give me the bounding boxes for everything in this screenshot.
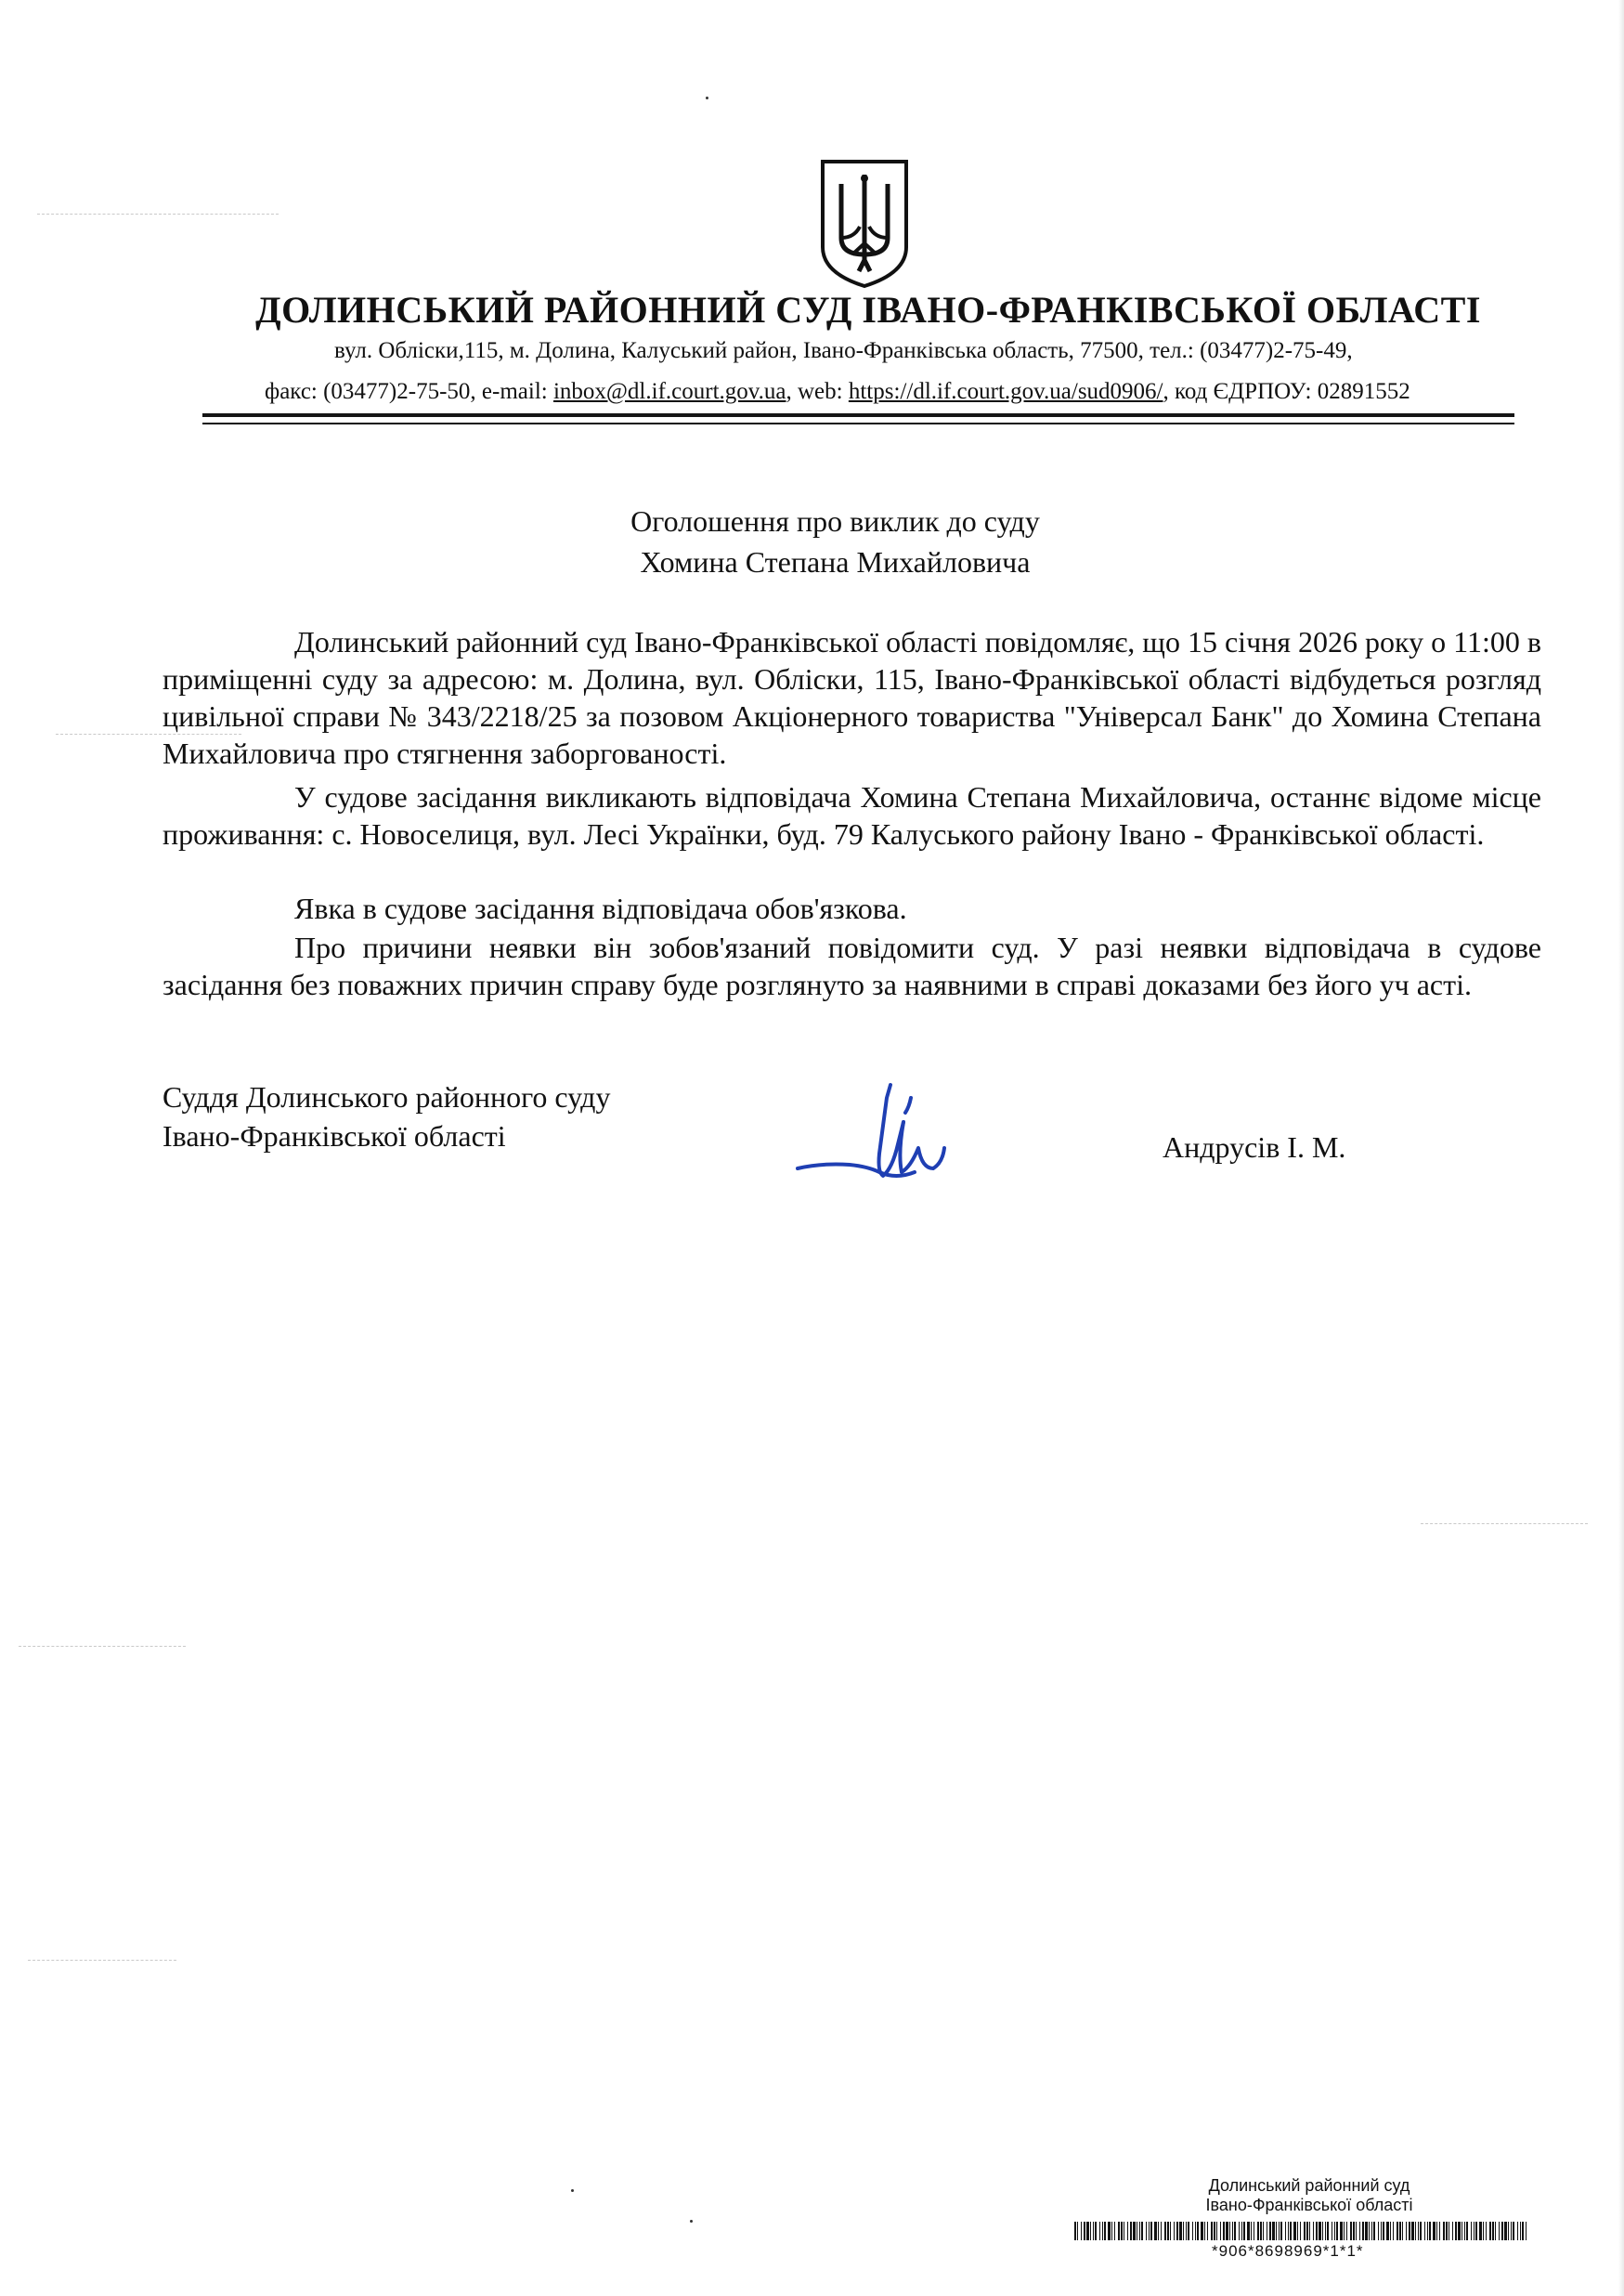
scan-speck [690, 2220, 693, 2223]
footer-court-stamp [1189, 2176, 1430, 2215]
notice-paragraph-absence: Про причини неявки він зобов'язаний повідомити суд. У разі неявки відповідача в судове засідання без поважних причин справу буде розглянуто за наявними в справі доказами без його уч асті. [162, 931, 1541, 1001]
scan-edge-shadow [1618, 0, 1624, 2296]
notice-title: Оголошення про виклик до суду [630, 504, 1040, 538]
footer-court-line-2: Івано-Франківської області [1205, 2196, 1413, 2214]
notice-paragraph-hearing: Долинський районний суд Івано-Франківської області повідомляє, що 15 січня 2026 року о 11:00 в приміщенні суду за адресою: м. Долина, вул. Обліски, 115, Івано-Франківської області відбудеться розгляд цивільної справи № 343/2218/25 за позовом Акціонерного товариства "Універсал Банк" до Хомина Степана Михайловича про стягнення заборгованості. [162, 625, 1541, 770]
court-contacts [265, 379, 1410, 405]
email-link[interactable]: inbox@dl.if.court.gov.ua [552, 379, 786, 404]
barcode-number: *906*8698969*1*1* [1212, 2242, 1364, 2260]
scan-speck [706, 97, 708, 99]
notice-paragraph-attendance: Явка в судове засідання відповідача обов'язкова. [294, 892, 907, 925]
judge-position-line-2: Івано-Франківської області [162, 1119, 506, 1153]
web-label: , web: [786, 379, 849, 404]
notice-paragraph-summons: У судове засідання викликають відповідача Хомина Степана Михайловича, останнє відоме місце проживання: с. Новоселиця, вул. Лесі Українки, буд. 79 Калуського району Івано - Франківської області. [162, 780, 1541, 851]
judge-position-line-1: Суддя Долинського районного суду [162, 1080, 611, 1114]
scan-artifact-line [1421, 1523, 1588, 1524]
judge-position [162, 1077, 610, 1155]
scan-speck [571, 2189, 574, 2192]
edrpou-code: , код ЄДРПОУ: 02891552 [1163, 379, 1410, 404]
website-link[interactable]: https://dl.if.court.gov.ua/sud0906/ [848, 379, 1163, 404]
coat-of-arms-icon [819, 158, 910, 290]
court-address: вул. Обліски,115, м. Долина, Калуський район, Івано-Франківська область, 77500, тел.: (03477)2-75-49, [334, 338, 1353, 363]
court-name-heading: ДОЛИНСЬКИЙ РАЙОННИЙ СУД ІВАНО-ФРАНКІВСЬКОЇ ОБЛАСТІ [255, 289, 1481, 331]
handwritten-signature [794, 1079, 956, 1195]
fax-label: факс: (03477)2-75-50, e-mail: [265, 379, 553, 404]
scan-artifact-line [37, 214, 279, 215]
barcode-icon [1074, 2222, 1527, 2240]
scan-artifact-line [19, 1646, 186, 1647]
notice-subject-name: Хомина Степана Михайловича [640, 545, 1031, 579]
letterhead-divider [202, 413, 1514, 417]
judge-name: Андрусів І. М. [1163, 1130, 1346, 1164]
letterhead-divider-thin [202, 423, 1514, 424]
footer-court-line-1: Долинський районний суд [1208, 2176, 1410, 2195]
scan-artifact-line [28, 1960, 176, 1961]
